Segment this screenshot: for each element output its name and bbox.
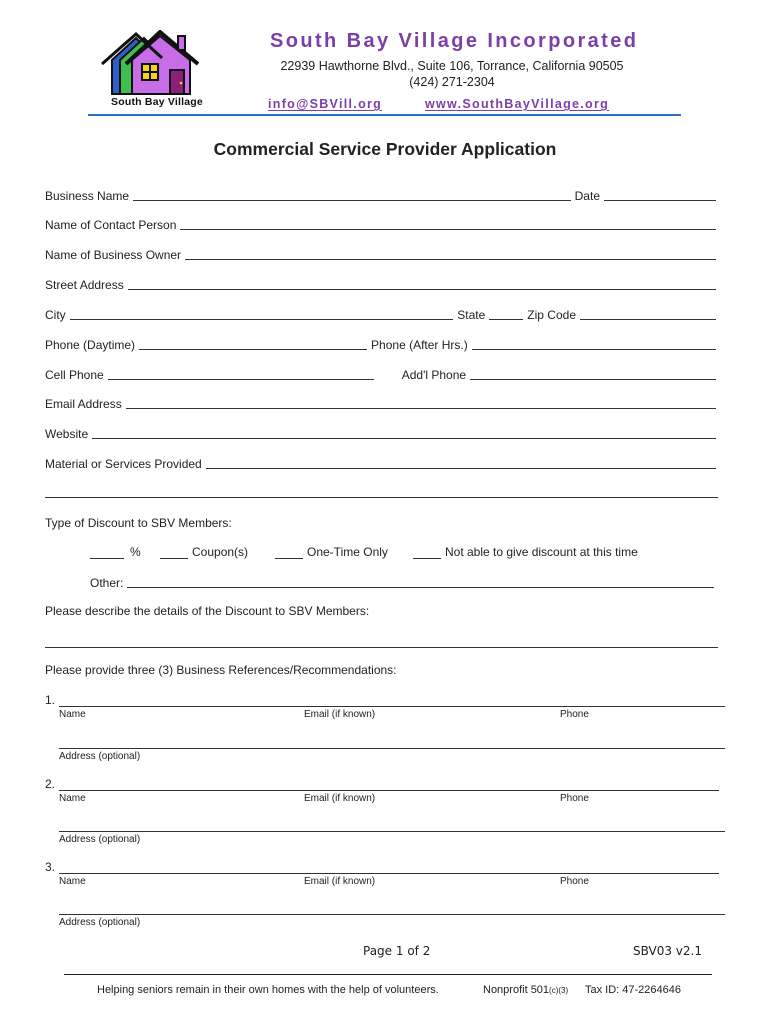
business-name-field[interactable] — [133, 189, 571, 201]
discount-options — [90, 545, 690, 561]
discount-other-label: Other: — [90, 576, 124, 590]
form-title: Commercial Service Provider Application — [213, 139, 557, 159]
reference-3-phone-label: Phone — [560, 876, 589, 887]
reference-1-address-label: Address (optional) — [59, 751, 141, 762]
reference-2-name-label: Name — [59, 793, 86, 804]
reference-3-field[interactable] — [59, 872, 719, 874]
email-link[interactable]: info@SBVill.org — [268, 97, 383, 111]
email-address-field[interactable] — [126, 397, 716, 409]
discount-details-field[interactable] — [45, 646, 718, 648]
cell-phone-row — [45, 366, 720, 382]
addl-phone-label: Add'l Phone — [401, 368, 467, 382]
reference-1-email-label: Email (if known) — [304, 709, 376, 720]
discount-one-time-field[interactable] — [275, 557, 303, 559]
website-label: Website — [45, 427, 89, 441]
zip-code-field[interactable] — [580, 308, 716, 320]
materials-field[interactable] — [206, 457, 716, 469]
addl-phone-field[interactable] — [470, 368, 716, 380]
street-address-row — [45, 276, 720, 292]
reference-3-address-field[interactable] — [59, 913, 725, 915]
phone-daytime-label: Phone (Daytime) — [45, 338, 136, 352]
contact-person-row — [45, 216, 720, 232]
reference-1-phone-label: Phone — [560, 709, 589, 720]
zip-code-label: Zip Code — [527, 308, 576, 322]
phone-after-label: Phone (After Hrs.) — [371, 338, 468, 352]
reference-3-email-label: Email (if known) — [304, 876, 376, 887]
business-owner-label: Name of Business Owner — [45, 248, 182, 262]
reference-1-address-field[interactable] — [59, 747, 725, 749]
reference-2-number: 2. — [45, 777, 56, 791]
org-phone: (424) 271-2304 — [409, 75, 495, 89]
footer-nonprofit — [483, 984, 568, 996]
materials-field-line2[interactable] — [45, 496, 718, 498]
business-owner-row — [45, 246, 720, 262]
city-row — [45, 306, 720, 322]
discount-percent-field[interactable] — [90, 557, 124, 559]
discount-not-able-label: Not able to give discount at this time — [445, 545, 638, 559]
website-field[interactable] — [92, 427, 716, 439]
city-field[interactable] — [70, 308, 454, 320]
materials-label: Material or Services Provided — [45, 457, 202, 471]
discount-coupon-label: Coupon(s) — [192, 545, 249, 559]
reference-1-name-label: Name — [59, 709, 86, 720]
street-address-label: Street Address — [45, 278, 124, 292]
references-heading: Please provide three (3) Business References/Recommendations: — [45, 663, 397, 677]
reference-2-field[interactable] — [59, 789, 719, 791]
reference-1-number: 1. — [45, 693, 56, 707]
contact-person-field[interactable] — [180, 218, 716, 230]
state-label: State — [457, 308, 486, 322]
street-address-field[interactable] — [128, 278, 716, 290]
discount-percent-label: % — [130, 545, 141, 559]
reference-2-email-label: Email (if known) — [304, 793, 376, 804]
date-label: Date — [574, 189, 600, 203]
org-address — [262, 58, 642, 90]
reference-2-address-field[interactable] — [59, 830, 725, 832]
website-link[interactable]: www.SouthBayVillage.org — [425, 97, 610, 111]
materials-row — [45, 455, 720, 471]
email-row — [45, 395, 720, 411]
business-name-row — [45, 187, 720, 203]
discount-coupon-field[interactable] — [160, 557, 188, 559]
footer-nonprofit-label: Nonprofit 501 — [483, 984, 550, 996]
discount-other-row — [90, 574, 718, 590]
phone-daytime-field[interactable] — [139, 338, 367, 350]
logo-caption: South Bay Village — [111, 96, 203, 108]
city-label: City — [45, 308, 66, 322]
cell-phone-field[interactable] — [108, 368, 374, 380]
discount-heading: Type of Discount to SBV Members: — [45, 516, 232, 530]
reference-2-phone-label: Phone — [560, 793, 589, 804]
phone-after-field[interactable] — [472, 338, 716, 350]
website-row — [45, 425, 720, 441]
reference-3-number: 3. — [45, 860, 56, 874]
discount-one-time-label: One-Time Only — [307, 545, 388, 559]
business-owner-field[interactable] — [185, 248, 716, 260]
footer-tax-id: Tax ID: 47-2264646 — [585, 984, 682, 996]
email-address-label: Email Address — [45, 397, 122, 411]
form-code: SBV03 v2.1 — [633, 944, 702, 958]
discount-other-field[interactable] — [127, 576, 714, 588]
reference-3-address-label: Address (optional) — [59, 917, 141, 928]
footer-nonprofit-sub: (c)(3) — [549, 986, 569, 995]
reference-2-address-label: Address (optional) — [59, 834, 141, 845]
org-street-address: 22939 Hawthorne Blvd., Suite 106, Torrance, California 90505 — [280, 59, 624, 73]
cell-phone-label: Cell Phone — [45, 368, 104, 382]
page-number: Page 1 of 2 — [363, 944, 431, 958]
date-field[interactable] — [604, 189, 716, 201]
discount-details-prompt: Please describe the details of the Discount to SBV Members: — [45, 604, 370, 618]
header-divider — [88, 114, 681, 116]
org-name: South Bay Village Incorporated — [270, 30, 639, 52]
state-field[interactable] — [489, 308, 523, 320]
footer-divider — [64, 974, 712, 975]
discount-not-able-field[interactable] — [413, 557, 441, 559]
footer-tagline: Helping seniors remain in their own homes with the help of volunteers. — [97, 984, 439, 996]
reference-1-field[interactable] — [59, 705, 725, 707]
phone-row — [45, 336, 720, 352]
reference-3-name-label: Name — [59, 876, 86, 887]
business-name-label: Business Name — [45, 189, 130, 203]
contact-person-label: Name of Contact Person — [45, 218, 177, 232]
